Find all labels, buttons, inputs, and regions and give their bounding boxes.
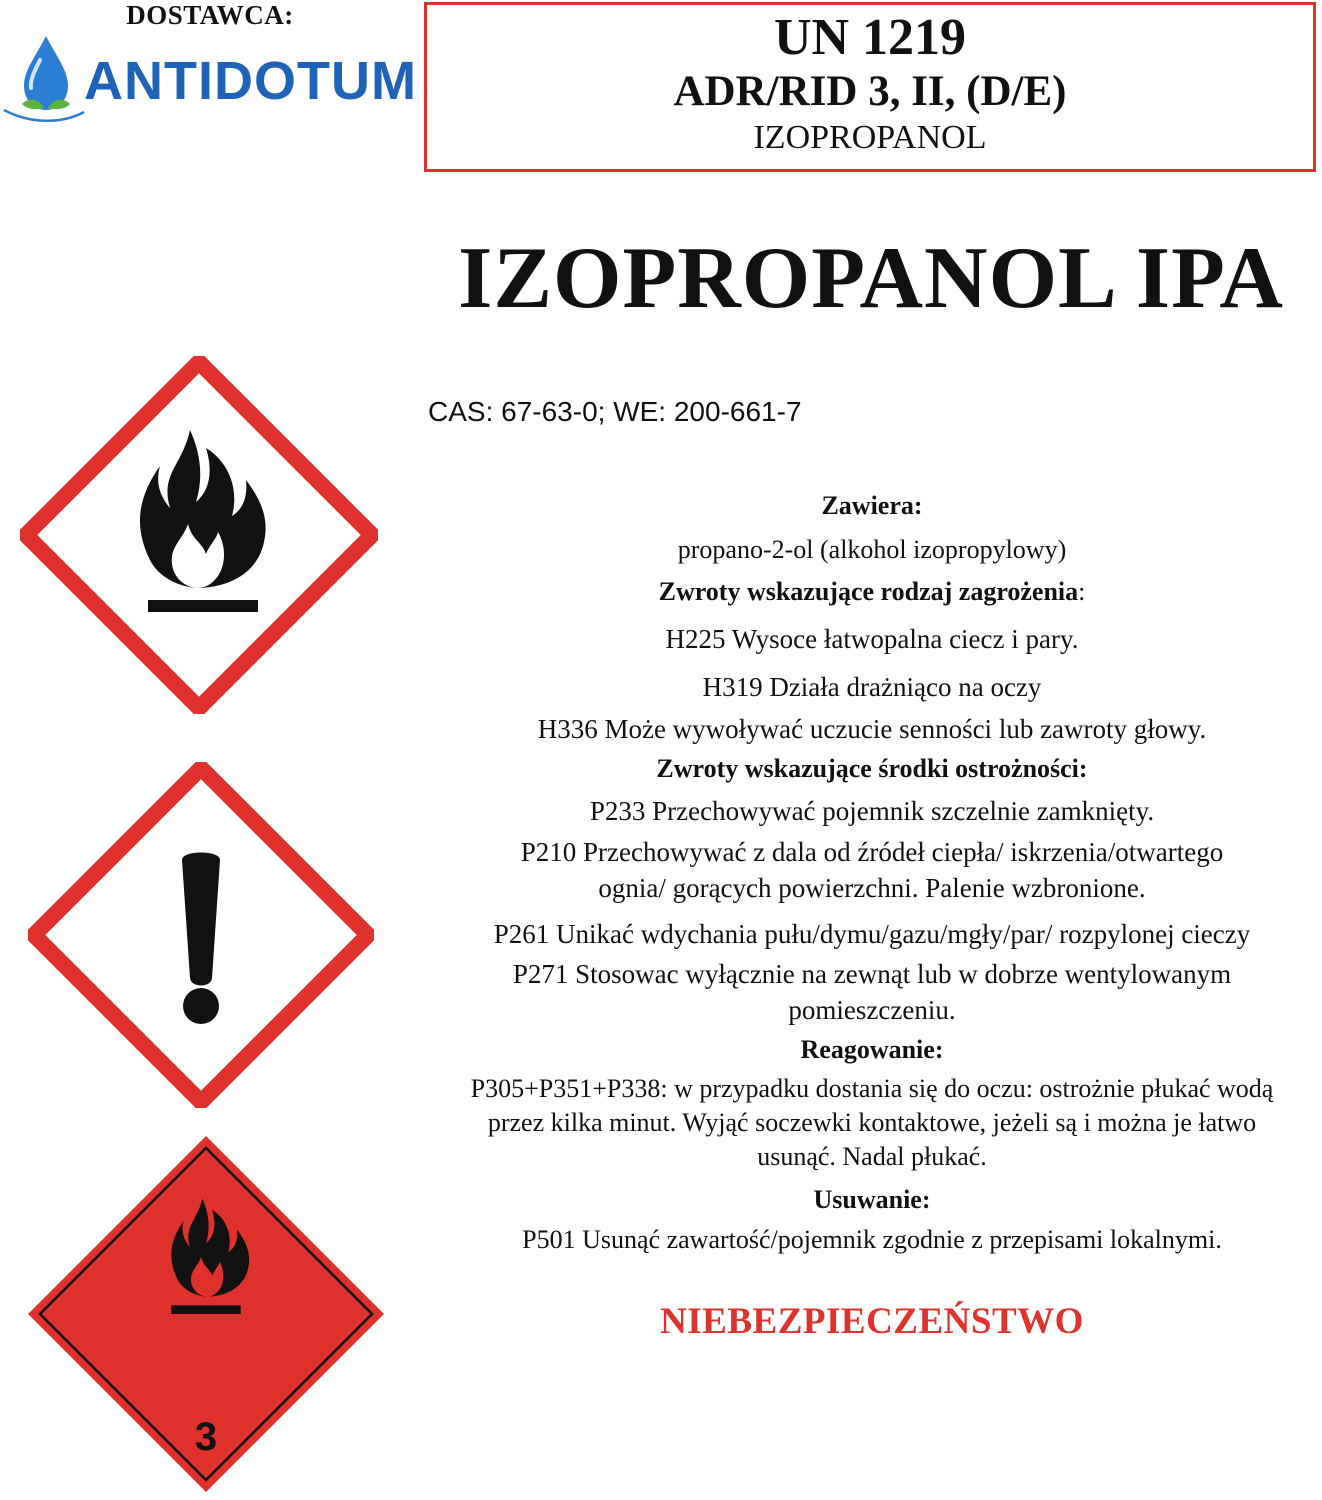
label-content [422, 486, 1322, 1260]
precautionary-statements-heading: Zwroty wskazujące środki ostrożności: [656, 754, 1088, 783]
supplier-label: DOSTAWCA: [126, 0, 294, 30]
adr-class: ADR/RID 3, II, (D/E) [673, 68, 1067, 115]
ghs-flammable-pictogram [20, 356, 378, 714]
exclamation-mark-icon [182, 853, 220, 1025]
precaution-p271-line-1: P271 Stosowac wyłącznie na zewnąt lub w dobrze wentylowanym [512, 959, 1232, 989]
transport-info-box [424, 2, 1316, 172]
ghs-irritant-pictogram [28, 762, 374, 1108]
hazard-statements-heading-line [422, 572, 1322, 618]
hazard-statement-h336: H336 Może wywoływać uczucie senności lub zawroty głowy. [537, 714, 1207, 744]
cas-identifiers: CAS: 67-63-0; WE: 200-661-7 [428, 396, 802, 427]
adr-class-number: 3 [194, 1415, 218, 1459]
water-drop-logo-icon [0, 30, 90, 130]
precaution-p233: P233 Przechowywać pojemnik szczelnie zamknięty. [589, 796, 1155, 826]
hazard-statement-h319: H319 Działa drażniąco na oczy [702, 672, 1042, 702]
precaution-p210-line-1: P210 Przechowywać z dala od źródeł ciepła/ iskrzenia/otwartego [520, 837, 1224, 867]
precaution-p261: P261 Unikać wdychania pułu/dymu/gazu/mgły/par/ rozpylonej cieczy [493, 919, 1251, 949]
composition-substance: propano-2-ol (alkohol izopropylowy) [677, 535, 1067, 564]
signal-word: NIEBEZPIECZEŃSTWO [660, 1301, 1084, 1342]
response-statement-line-3: usunąć. Nadal płukać. [757, 1142, 987, 1171]
hazard-statements-heading: Zwroty wskazujące rodzaj zagrożenia [658, 577, 1079, 606]
disposal-heading: Usuwanie: [813, 1185, 931, 1214]
precaution-p210-line-2: ognia/ gorących powierzchni. Palenie wzbronione. [598, 873, 1146, 903]
disposal-statement-p501: P501 Usunąć zawartość/pojemnik zgodnie z przepisami lokalnymi. [522, 1225, 1222, 1254]
product-title: IZOPROPANOL IPA [458, 230, 1284, 327]
response-heading: Reagowanie: [800, 1035, 944, 1064]
adr-class-3-label [26, 1134, 386, 1494]
response-statement-line-2: przez kilka minut. Wyjąć soczewki kontaktowe, jeżeli są i można je łatwo [487, 1108, 1257, 1137]
composition-heading: Zawiera: [821, 491, 923, 520]
precaution-p271-line-2: pomieszczeniu. [788, 995, 956, 1025]
hazard-heading-suffix: : [1078, 577, 1086, 606]
logo-wordmark: ANTIDOTUM [84, 51, 417, 111]
hazard-statement-h225: H225 Wysoce łatwopalna ciecz i pary. [665, 624, 1079, 654]
response-statement-line-1: P305+P351+P338: w przypadku dostania się do oczu: ostrożnie płukać wodą [470, 1074, 1274, 1103]
shipping-name: IZOPROPANOL [753, 119, 987, 156]
un-number: UN 1219 [773, 9, 967, 66]
supplier-logo [0, 30, 430, 130]
